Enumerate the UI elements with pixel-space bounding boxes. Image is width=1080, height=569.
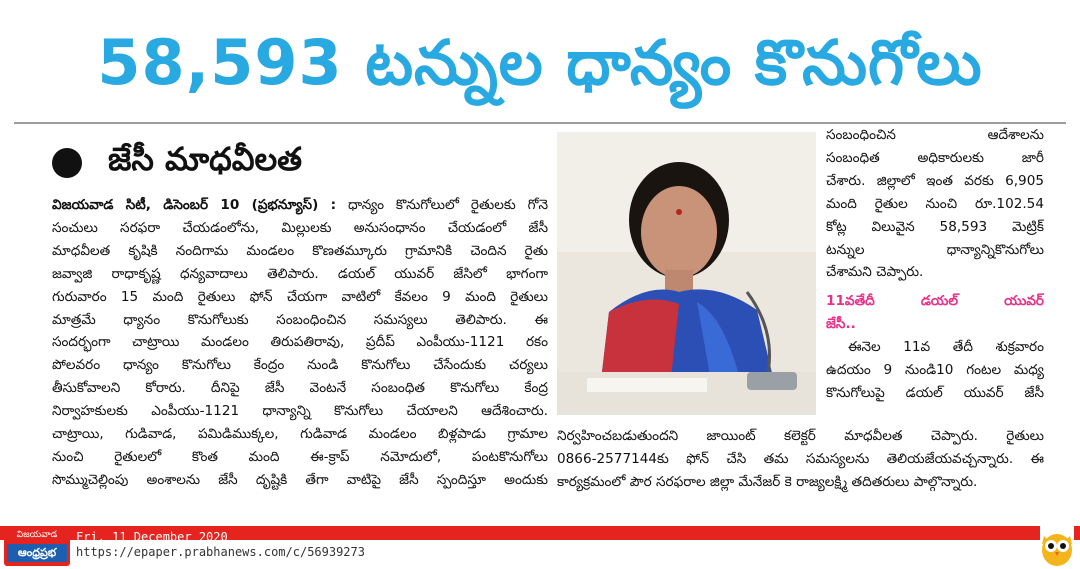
left-line: సొమ్ముచెల్లింపు అంశాలను జేసీ దృష్టికి తేగా వాటిపై జేసీ స్పందిస్తూ అందుకు: [52, 471, 548, 488]
left-line: సంచులు సరఫరా చేయడంలోను, మిల్లులకు అనుసంధానం చేయడంలో జేసీ: [52, 219, 548, 236]
pink-subheading: 11వతేదీ డయల్ యువర్: [826, 293, 1044, 310]
left-line: మాత్రమే ధ్యానం కొనుగోలుకు సంబంధించిన సమస్యలు తెలిపారు. ఈ: [52, 311, 548, 328]
right-line: ఉదయం 9 నుండి10 గంటల మధ్య: [826, 362, 1044, 379]
bottom-line-1: 0866-2577144కు ఫోన్ చేసి తమ సమస్యలను తెలియజేయవచ్చన్నారు. ఈ: [557, 451, 1044, 467]
dateline: విజయవాడ సిటీ, డిసెంబర్ 10 (ప్రభన్యూస్) :: [52, 197, 337, 213]
left-line: పోలవరం ధాన్యం కొనుగోలు కేంద్రం నుండి కొనుగోలు చేసేందుకు చర్యలు: [52, 357, 548, 374]
left-line-0: [52, 194, 548, 217]
logo-title: ఆంధ్రప్రభ: [7, 544, 67, 562]
left-line: మాధవీలత కృషికి నందిగామ మండలం కొణతమ్కూరు గ్రామానికి చెందిన రైతు: [52, 242, 548, 259]
left-line: తీసుకోవాలని కోరారు. దీనిపై జేసీ వెంటనే సంబంధిత కొనుగోలు కేంద్ర: [52, 380, 548, 397]
owl-mascot-icon: [1040, 526, 1074, 568]
left-line: చాట్రాయి, గుడివాడ, పమిడిముక్కల, గుడివాడ మండలం బిళ్లపాడు గ్రామాల: [52, 426, 548, 443]
left-line: జవ్వాజి రాధాకృష్ణ ధన్యవాదాలు తెలిపారు. డయల్ యువర్ జేసిలో భాగంగా: [52, 265, 548, 282]
left-line: నుంచి రైతులలో కొంత మంది ఈ-క్రాప్ నమోదులో, పంటకొనుగోలు: [52, 448, 548, 465]
subhead: [52, 140, 302, 186]
right-line: టన్నుల ధాన్యాన్నికొనుగోలు: [826, 241, 1044, 258]
left-line: సందర్భంగా చాట్రాయి మండలం తిరుపతిరావు, ప్రదీప్ ఎంపీయు-1121 రకం: [52, 334, 548, 351]
news-photo: [557, 132, 816, 415]
left-line: నిర్వాహకులకు ఎంపీయు-1121 ధాన్యాన్ని కొనుగోలు చేయాలని ఆదేశించారు.: [52, 403, 548, 420]
epaper-footer: [0, 526, 1080, 569]
right-line: చేశామని చెప్పారు.: [826, 264, 924, 281]
footer-url[interactable]: https://epaper.prabhanews.com/c/56939273: [76, 545, 365, 559]
right-line: కోట్ల విలువైన 58,593 మెట్రిక్: [826, 218, 1044, 235]
right-line: కొనుగోలుపై డయల్ యువర్ జేసీ: [826, 384, 1044, 401]
right-line: మంది రైతుల నుంచి రూ.102.54: [826, 195, 1044, 212]
right-line: చేశారు. జిల్లాలో ఇంత వరకు 6,905: [826, 172, 1044, 189]
bottom-line-2: కార్యక్రమంలో పౌర సరఫరాల జిల్లా మేనేజర్ కె రాజ్యలక్ష్మి తదితరులు పాల్గొన్నారు.: [557, 474, 978, 490]
pink-subheading-cont: జేసీ..: [826, 316, 856, 333]
official-portrait-photo: [557, 132, 816, 415]
right-line: సంబంధిత అధికారులకు జారీ: [826, 149, 1044, 166]
footer-date: Fri, 11 December 2020: [76, 530, 228, 544]
bullet-icon: [52, 148, 82, 178]
left-column: [52, 194, 548, 492]
andhraprabha-logo[interactable]: [4, 528, 70, 566]
right-line: సంబంధించిన ఆదేశాలను: [826, 127, 1044, 143]
headline: 58,593 టన్నుల ధాన్యం కొనుగోలు: [97, 26, 983, 99]
left-line-0-text: ధాన్యం కొనుగోలులో రైతులకు గోనె: [348, 197, 548, 213]
right-column: [826, 124, 1044, 405]
logo-edition: విజయవాడ: [16, 530, 58, 540]
bottom-line-0: నిర్వహించబడుతుందని జాయింట్ కలెక్టర్ మాధవీలత చెప్పారు. రైతులు: [557, 428, 1044, 444]
subhead-text: జేసీ మాధవీలత: [108, 140, 303, 178]
footer-meta: [76, 530, 365, 560]
right-line: ఈనెల 11వ తేదీ శుక్రవారం: [848, 339, 1044, 356]
left-line: గురువారం 15 మంది రైతులు ఫోన్ చేయగా వాటిలో కేవలం 9 మంది రైతులు: [52, 288, 548, 305]
